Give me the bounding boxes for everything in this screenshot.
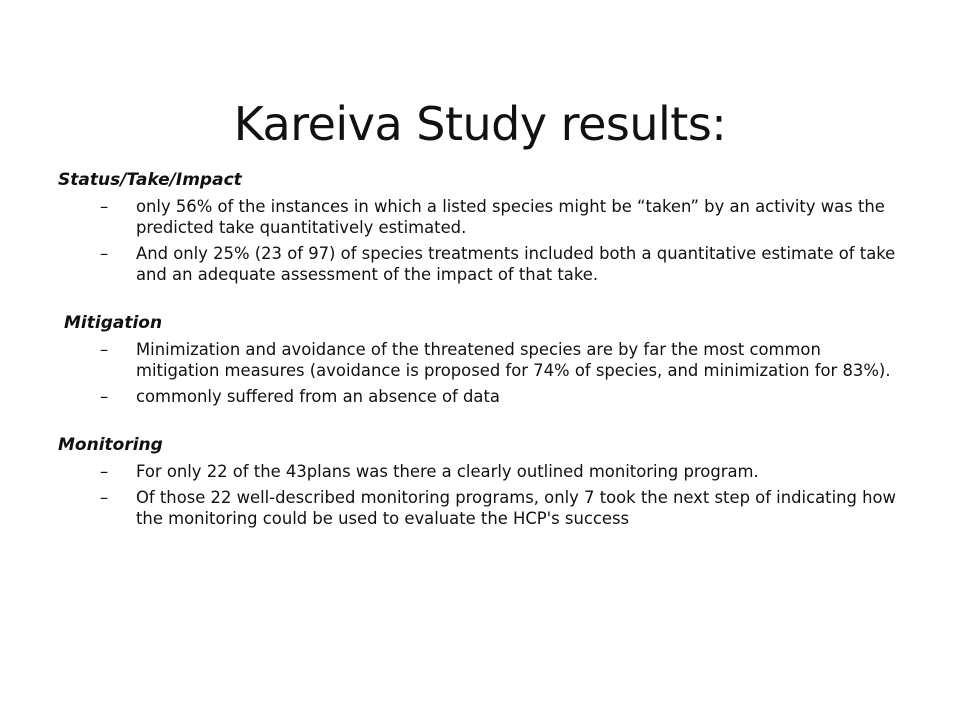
section-monitoring — [58, 433, 898, 529]
section-heading: Mitigation — [64, 313, 163, 333]
section-heading: Status/Take/Impact — [58, 170, 242, 190]
bullet-item — [58, 243, 898, 285]
dash-bullet: – — [100, 197, 109, 216]
bullet-text: commonly suffered from an absence of data — [136, 387, 500, 406]
bullet-text: For only 22 of the 43plans was there a clearly outlined monitoring program. — [136, 462, 759, 481]
dash-bullet: – — [100, 488, 109, 507]
bullet-item — [58, 461, 898, 482]
bullet-text: Minimization and avoidance of the threatened species are by far the most common mitigation measures (avoidance is proposed for 74% of species, and minimization for 83%). — [136, 340, 891, 380]
section-heading: Monitoring — [58, 435, 163, 455]
bullet-item — [58, 487, 898, 529]
bullet-item — [58, 339, 898, 381]
bullet-text: Of those 22 well-described monitoring programs, only 7 took the next step of indicating how the monitoring could be used to evaluate the HCP's success — [136, 488, 896, 528]
bullet-item — [58, 386, 898, 407]
bullet-text: And only 25% (23 of 97) of species treatments included both a quantitative estimate of take and an adequate assessment of the impact of that take. — [136, 244, 896, 284]
dash-bullet: – — [100, 340, 109, 359]
bullet-text: only 56% of the instances in which a listed species might be “taken” by an activity was the predicted take quantitatively estimated. — [136, 197, 885, 237]
dash-bullet: – — [100, 244, 109, 263]
bullet-item — [58, 196, 898, 238]
slide-content — [58, 168, 898, 534]
dash-bullet: – — [100, 387, 109, 406]
slide-title: Kareiva Study results: — [233, 96, 727, 151]
section-status-take-impact — [58, 168, 898, 285]
dash-bullet: – — [100, 462, 109, 481]
section-mitigation — [58, 311, 898, 407]
